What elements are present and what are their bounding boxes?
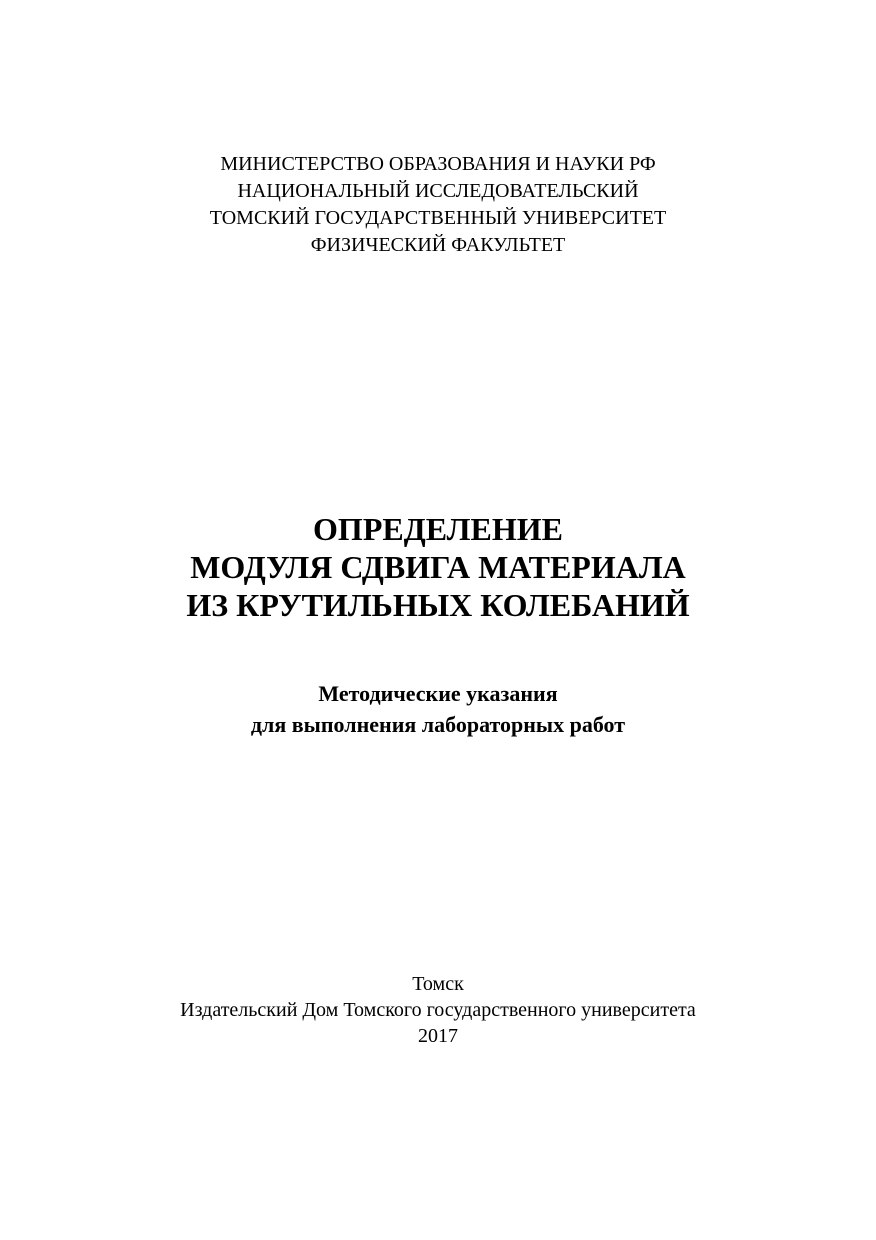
- institution-header: [0, 151, 876, 259]
- imprint-city: Томск: [412, 973, 464, 995]
- title-line-3: ИЗ КРУТИЛЬНЫХ КОЛЕБАНИЙ: [186, 587, 690, 623]
- header-national-research-line: НАЦИОНАЛЬНЫЙ ИССЛЕДОВАТЕЛЬСКИЙ: [237, 180, 639, 202]
- imprint-publisher: Издательский Дом Томского государственного университета: [180, 999, 696, 1021]
- publication-imprint: [0, 971, 876, 1049]
- subtitle-line-2: для выполнения лабораторных работ: [250, 712, 626, 737]
- document-title: [0, 510, 876, 624]
- title-line-1: ОПРЕДЕЛЕНИЕ: [313, 511, 563, 547]
- imprint-year: 2017: [418, 1025, 458, 1047]
- subtitle-line-1: Методические указания: [318, 681, 558, 706]
- header-university-line: ТОМСКИЙ ГОСУДАРСТВЕННЫЙ УНИВЕРСИТЕТ: [209, 207, 667, 229]
- header-faculty-line: ФИЗИЧЕСКИЙ ФАКУЛЬТЕТ: [310, 234, 566, 256]
- document-subtitle: [0, 678, 876, 740]
- header-ministry-line: МИНИСТЕРСТВО ОБРАЗОВАНИЯ И НАУКИ РФ: [220, 153, 656, 175]
- title-line-2: МОДУЛЯ СДВИГА МАТЕРИАЛА: [190, 549, 686, 585]
